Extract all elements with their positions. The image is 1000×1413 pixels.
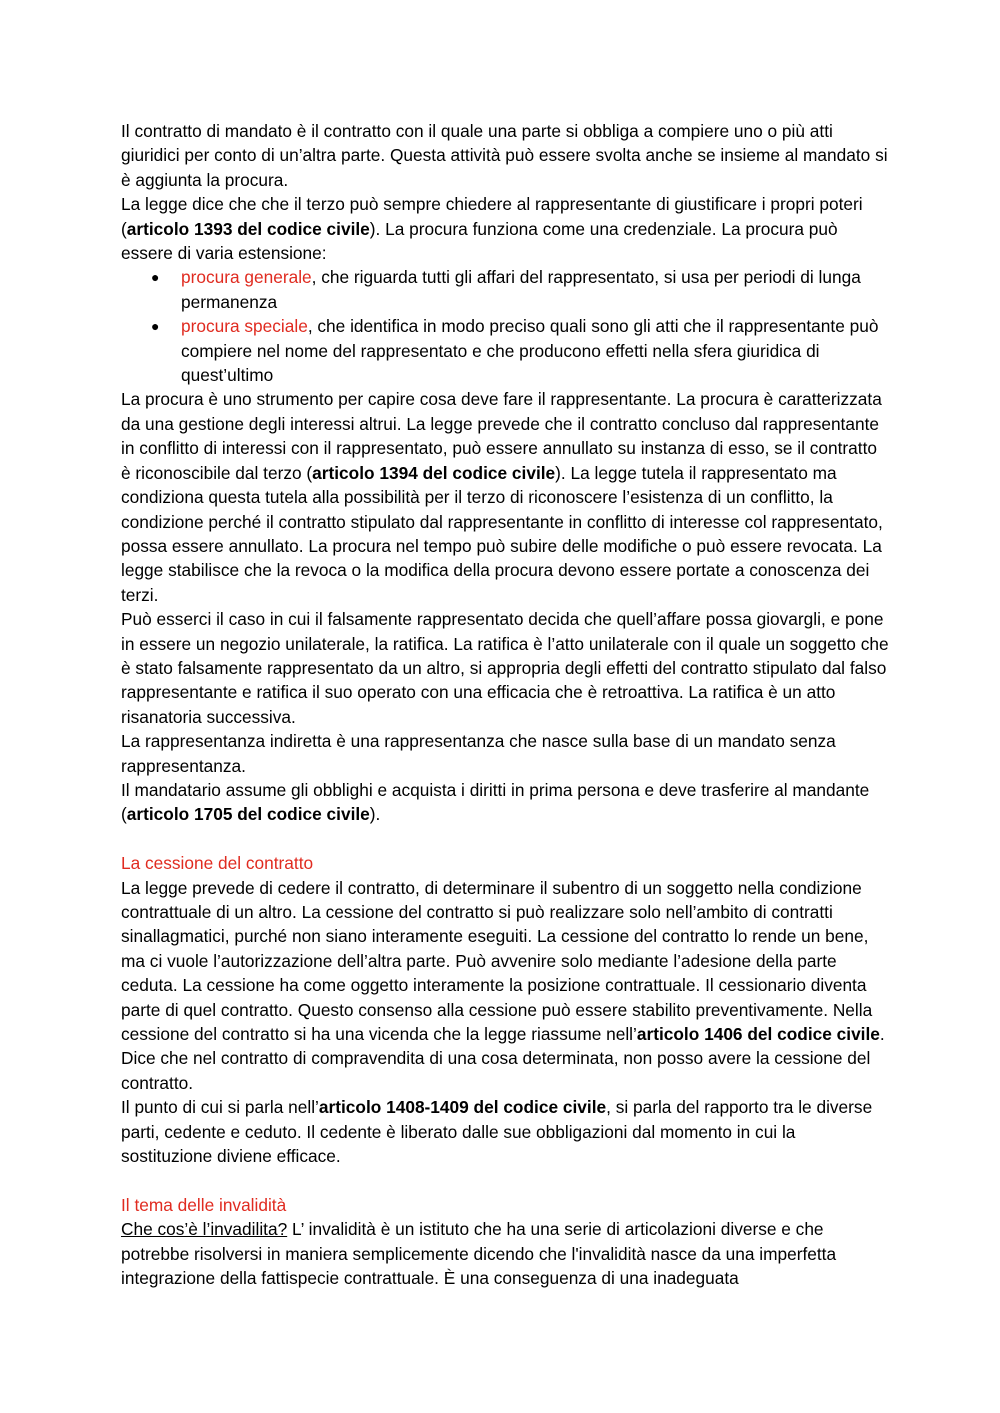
spacer (121, 827, 891, 851)
paragraph-invalidita: Che cos’è l’invadilita? L’ invalidità è un istituto che ha una serie di articolazioni diverse e che potrebbe risolversi in maniera semplicemente dicendo che l'invalidità nasce da una imperfetta integrazione della fattispecie contrattuale. È una conseguenza di una inadeguata (121, 1219, 837, 1289)
list-term: procura speciale (181, 316, 308, 337)
paragraph-mandatario: Il mandatario assume gli obblighi e acquista i diritti in prima persona e deve trasferire al mandante (articolo 1705 del codice civile). (121, 779, 870, 825)
procura-types-list (121, 265, 891, 387)
article-reference: articolo 1705 del codice civile (126, 804, 370, 825)
list-term: procura generale (181, 267, 312, 288)
paragraph-rappresentanza-indiretta: La rappresentanza indiretta è una rappresentanza che nasce sulla base di un mandato senza rappresentanza. (121, 731, 836, 776)
paragraph-ratifica: Può esserci il caso in cui il falsamente rappresentato decida che quell’affare possa giovargli, e pone in essere un negozio unilaterale, la ratifica. La ratifica è l’atto unilaterale con il quale un soggetto che è stato falsamente rappresentato da un altro, si appropria degli effetti del contratto stipulato dal falso rappresentante e ratifica il suo operato con una efficacia che è retroattiva. La ratifica è un atto risanatoria successiva. (121, 609, 889, 727)
section-heading-invalidita: Il tema delle invalidità (121, 1194, 287, 1215)
paragraph-mandato: Il contratto di mandato è il contratto con il quale una parte si obbliga a compiere uno o più atti giuridici per conto di un’altra parte. Questa attività può essere svolta anche se insieme al mandato si è aggiunta la procura. (121, 121, 888, 190)
section-heading-cessione: La cessione del contratto (121, 853, 314, 874)
bullet-icon: ● (151, 318, 160, 335)
article-reference: articolo 1406 del codice civile (636, 1024, 880, 1045)
article-reference: articolo 1393 del codice civile (126, 218, 370, 239)
question-underlined: Che cos’è l’invadilita? (121, 1219, 288, 1240)
paragraph-conflitto: La procura è uno strumento per capire cosa deve fare il rappresentante. La procura è caratterizzata da una gestione degli interessi altrui. La legge prevede che il contratto concluso dal rappresentante in conflitto di interessi con il rappresentato, può essere annullato su instanza di esso, se il contratto è riconoscibile dal terzo (articolo 1394 del codice civile). La legge tutela il rappresentato ma condiziona questa tutela alla possibilità per il terzo di riconoscere l’esistenza di un conflitto, la condizione perché il contratto stipulato dal rappresentante in conflitto di interesse col rappresentato, possa essere annullato. La procura nel tempo può subire delle modifiche o può essere revocata. La legge stabilisce che la revoca o la modifica della procura devono essere portate a conoscenza dei terzi. (121, 389, 883, 605)
article-reference: articolo 1408-1409 del codice civile (318, 1097, 607, 1118)
bullet-icon: ● (151, 269, 160, 286)
list-item: ● procura generale, che riguarda tutti gli affari del rappresentato, si usa per periodi di lunga permanenza (151, 267, 861, 312)
list-item: ● procura speciale, che identifica in modo preciso quali sono gli atti che il rappresentante può compiere nel nome del rappresentato e che producono effetti nella sfera giuridica di quest’ultimo (151, 316, 879, 386)
spacer (121, 1168, 891, 1192)
document-page (121, 119, 891, 1290)
article-reference: articolo 1394 del codice civile (312, 462, 556, 483)
paragraph-cedente: Il punto di cui si parla nell’articolo 1408-1409 del codice civile, si parla del rapporto tra le diverse parti, cedente e ceduto. Il cedente è liberato dalle sue obbligazioni dal momento in cui la sostituzione diviene efficace. (121, 1097, 873, 1167)
paragraph-procura: La legge dice che che il terzo può sempre chiedere al rappresentante di giustificare i propri poteri (articolo 1393 del codice civile). La procura funziona come una credenziale. La procura può essere di varia estensione: (121, 194, 863, 264)
paragraph-cessione: La legge prevede di cedere il contratto, di determinare il subentro di un soggetto nella condizione contrattuale di un altro. La cessione del contratto si può realizzare solo nell’ambito di contratti sinallagmatici, purché non siano interamente eseguiti. La cessione del contratto lo rende un bene, ma ci vuole l’autorizzazione dell’altra parte. Può avvenire solo mediante l’adesione della parte ceduta. La cessione ha come oggetto interamente la posizione contrattuale. Il cessionario diventa parte di quel contratto. Questo consenso alla cessione può essere stabilito preventivamente. Nella cessione del contratto si ha una vicenda che la legge riassume nell’articolo 1406 del codice civile. Dice che nel contratto di compravendita di una cosa determinata, non posso avere la cessione del contratto. (121, 877, 885, 1093)
